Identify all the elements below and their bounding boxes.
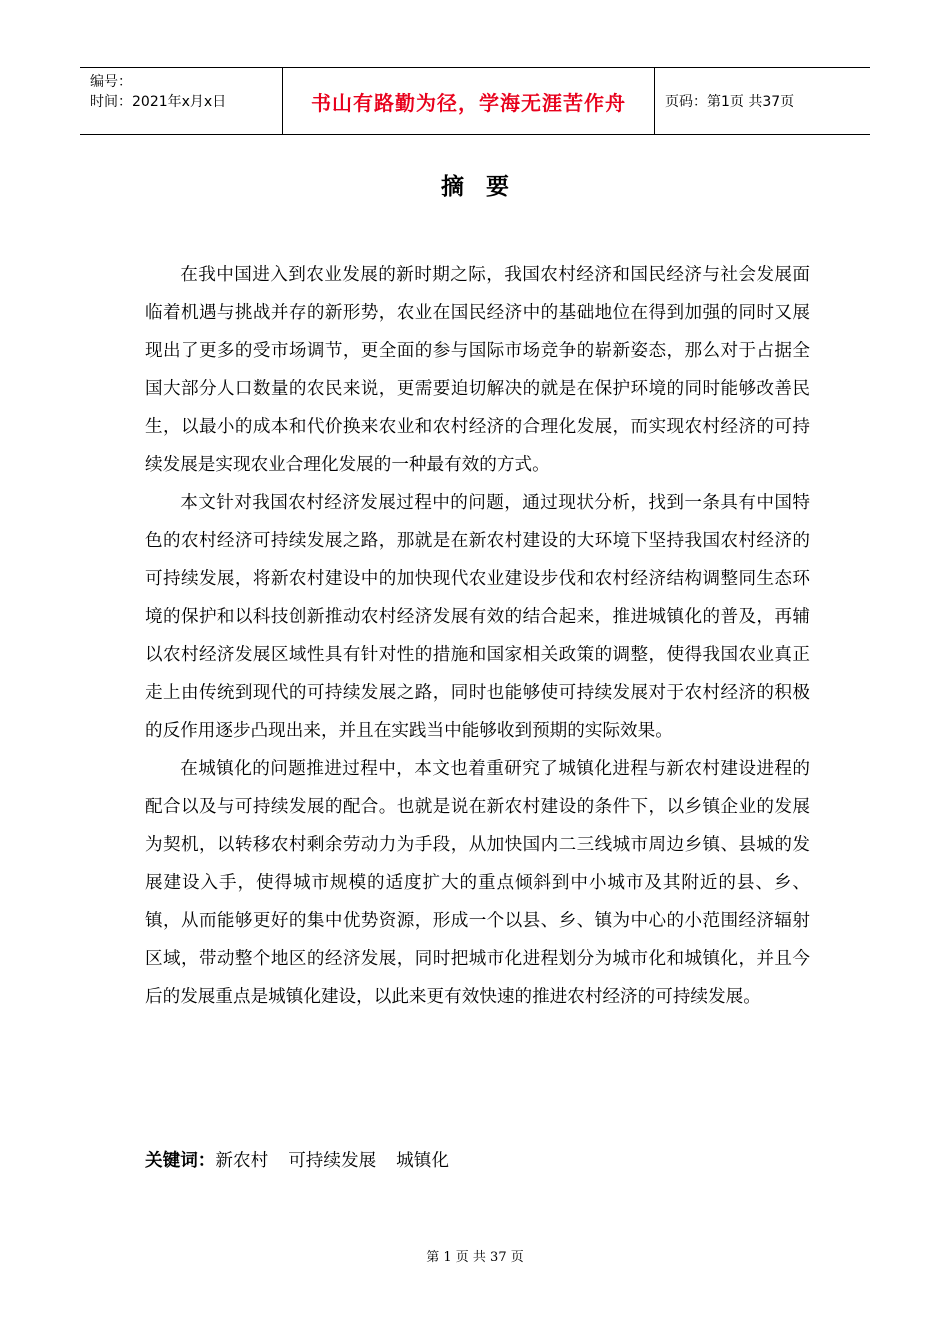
keyword-item: 城镇化 [396, 1151, 449, 1171]
abstract-paragraph: 在我中国进入到农业发展的新时期之际，我国农村经济和国民经济与社会发展面临着机遇与挑战并存的新形势，农业在国民经济中的基础地位在得到加强的同时又展现出了更多的受市场调节，更全面的参与国际市场竞争的崭新姿态，那么对于占据全国大部分人口数量的农民来说，更需要迫切解决的就是在保护环境的同时能够改善民生，以最小的成本和代价换来农业和农村经济的合理化发展，而实现农村经济的可持续发展是实现农业合理化发展的一种最有效的方式。 [145, 265, 810, 475]
header-motto-cell [282, 68, 655, 134]
keyword-item: 可持续发展 [288, 1151, 377, 1171]
abstract-title: 摘要 [441, 173, 531, 200]
header-meta [80, 68, 282, 134]
page-footer: 第 1 页 共 37 页 [426, 1250, 524, 1265]
header-page-label: 页码：第1页 共37页 [665, 94, 795, 110]
keywords-label: 关键词： [145, 1151, 216, 1171]
abstract-body [145, 256, 810, 1016]
header-motto: 书山有路勤为径，学海无涯苦作舟 [311, 90, 626, 115]
keywords-line [145, 1146, 469, 1176]
abstract-paragraph: 本文针对我国农村经济发展过程中的问题，通过现状分析，找到一条具有中国特色的农村经济可持续发展之路，那就是在新农村建设的大环境下坚持我国农村经济的可持续发展，将新农村建设中的加快现代农业建设步伐和农村经济结构调整同生态环境的保护和以科技创新推动农村经济发展有效的结合起来，推进城镇化的普及，再辅以农村经济发展区域性具有针对性的措施和国家相关政策的调整，使得我国农业真正走上由传统到现代的可持续发展之路，同时也能够使可持续发展对于农村经济的积极的反作用逐步凸现出来，并且在实践当中能够收到预期的实际效果。 [145, 493, 810, 741]
abstract-paragraph: 在城镇化的问题推进过程中，本文也着重研究了城镇化进程与新农村建设进程的配合以及与可持续发展的配合。也就是说在新农村建设的条件下，以乡镇企业的发展为契机，以转移农村剩余劳动力为手段，从加快国内二三线城市周边乡镇、县城的发展建设入手，使得城市规模的适度扩大的重点倾斜到中小城市及其附近的县、乡、镇，从而能够更好的集中优势资源，形成一个以县、乡、镇为中心的小范围经济辐射区域，带动整个地区的经济发展，同时把城市化进程划分为城市化和城镇化，并且今后的发展重点是城镇化建设，以此来更有效快速的推进农村经济的可持续发展。 [145, 759, 810, 1007]
document-number-label: 编号： [90, 74, 132, 90]
document-header [80, 67, 870, 135]
header-page-cell [655, 68, 870, 134]
document-time-label: 时间：2021年x月x日 [90, 94, 227, 110]
keyword-item: 新农村 [215, 1151, 269, 1171]
